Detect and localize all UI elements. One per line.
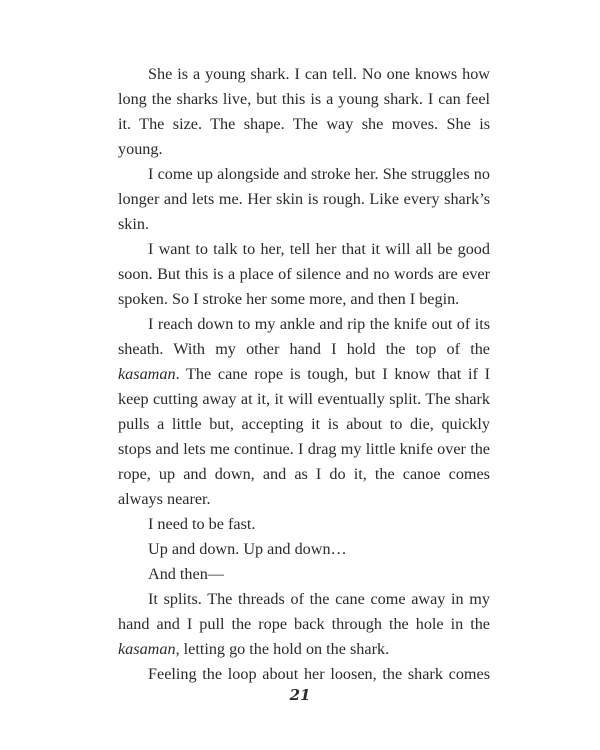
paragraph: I want to talk to her, tell her that it will all be good soon. But this is a place of silence and no words are ever spoken. So I stroke her some more, and then I begin. (118, 240, 490, 308)
paragraph-text: , letting go the hold on the shark. (175, 640, 390, 658)
paragraph (118, 587, 490, 662)
paragraph: She is a young shark. I can tell. No one knows how long the sharks live, but this is a young shark. I can feel it. The size. The shape. The way she moves. She is young. (118, 65, 490, 158)
page-number: 21 (289, 686, 311, 704)
paragraph-text: It splits. The threads of the cane come away in my hand and I pull the rope back through the hole in the (118, 590, 490, 633)
body-text (118, 62, 490, 687)
paragraph: Feeling the loop about her loosen, the shark comes (148, 665, 490, 683)
paragraph: I need to be fast. (148, 515, 256, 533)
paragraph: And then— (148, 565, 224, 583)
italic-term: kasaman (118, 640, 176, 658)
paragraph (118, 312, 490, 512)
italic-term: kasaman (118, 365, 176, 383)
paragraph-text: . The cane rope is tough, but I know that if I keep cutting away at it, it will eventually split. The shark pulls a little but, accepting it is about to die, quickly stops and lets me continue. I drag my little knife over the rope, up and down, and as I do it, the canoe comes always nearer. (118, 365, 490, 508)
paragraph: I come up alongside and stroke her. She struggles no longer and lets me. Her skin is rough. Like every shark’s skin. (118, 165, 490, 233)
paragraph-text: I reach down to my ankle and rip the knife out of its sheath. With my other hand I hold the top of the (118, 315, 490, 358)
paragraph: Up and down. Up and down… (148, 540, 347, 558)
